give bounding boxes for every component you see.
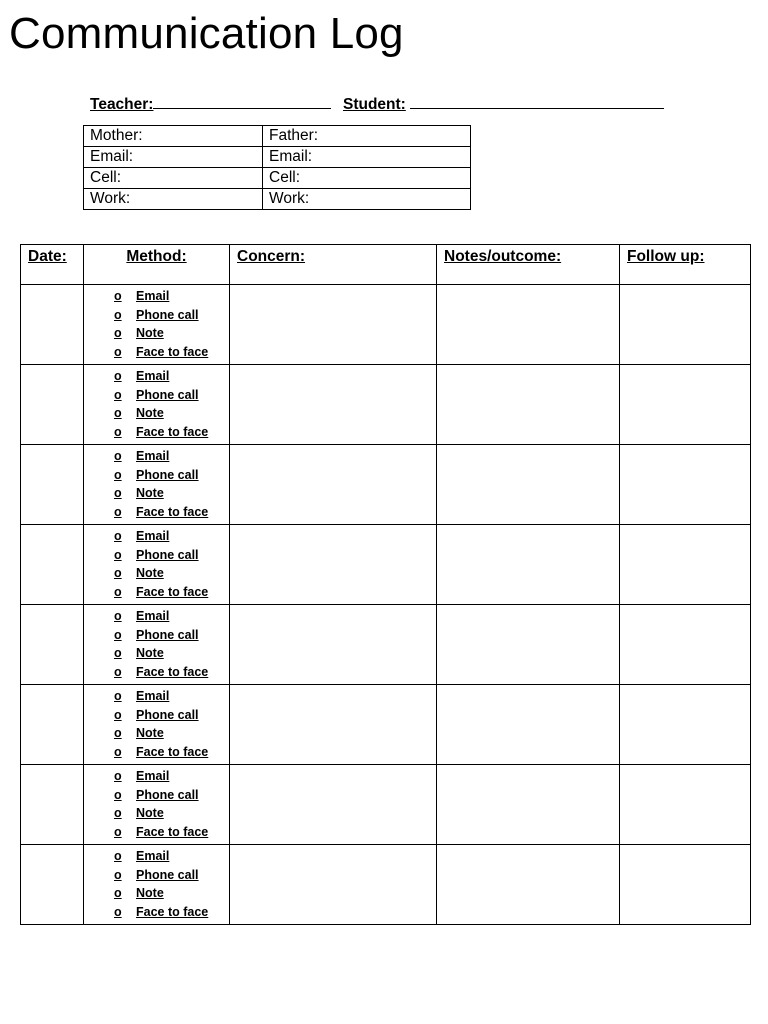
date-cell[interactable] [21,605,84,685]
checkbox-bullet-icon[interactable]: o [114,584,122,599]
method-option[interactable] [114,343,229,362]
method-cell [84,765,230,845]
date-cell[interactable] [21,845,84,925]
column-header-follow-up: Follow up: [620,245,751,285]
method-option[interactable] [114,607,229,626]
checkbox-bullet-icon[interactable]: o [114,449,122,463]
follow-up-cell[interactable] [620,285,751,365]
checkbox-bullet-icon[interactable]: o [114,467,122,482]
method-option-label: Email [136,369,170,383]
checkbox-bullet-icon[interactable]: o [114,547,122,562]
checkbox-bullet-icon[interactable]: o [114,406,122,420]
log-row [21,685,751,765]
method-option-label: Email [136,449,170,463]
method-option-label: Phone call [136,787,199,802]
checkbox-bullet-icon[interactable]: o [114,904,122,919]
parent-contact-table [83,125,471,210]
method-option-label: Note [136,646,164,660]
method-option-label: Email [136,609,170,623]
concern-cell[interactable] [230,525,437,605]
checkbox-bullet-icon[interactable]: o [114,424,122,439]
teacher-student-line [90,93,406,113]
checkbox-bullet-icon[interactable]: o [114,689,122,703]
date-cell[interactable] [21,285,84,365]
concern-cell[interactable] [230,445,437,525]
checkbox-bullet-icon[interactable]: o [114,849,122,863]
method-option-label: Face to face [136,904,209,919]
method-option[interactable] [114,287,229,306]
column-header-method: Method: [84,245,230,285]
method-option[interactable] [114,644,229,663]
notes-outcome-cell[interactable] [437,285,620,365]
checkbox-bullet-icon[interactable]: o [114,566,122,580]
page-title: Communication Log [9,9,404,58]
father-contact-field[interactable]: Father: [263,126,471,147]
method-options-list [84,605,229,681]
method-option[interactable] [114,484,229,503]
mother-contact-field[interactable]: Work: [84,189,263,210]
checkbox-bullet-icon[interactable]: o [114,806,122,820]
checkbox-bullet-icon[interactable]: o [114,344,122,359]
log-row [21,525,751,605]
notes-outcome-cell[interactable] [437,365,620,445]
method-options-list [84,765,229,841]
method-option[interactable] [114,583,229,602]
follow-up-cell[interactable] [620,365,751,445]
method-option[interactable] [114,767,229,786]
method-option[interactable] [114,663,229,682]
method-option-label: Email [136,689,170,703]
method-option-label: Note [136,806,164,820]
method-cell [84,445,230,525]
teacher-label: Teacher: [90,96,154,113]
method-option-label: Note [136,486,164,500]
checkbox-bullet-icon[interactable]: o [114,646,122,660]
method-option[interactable] [114,324,229,343]
method-option[interactable] [114,823,229,842]
method-option[interactable] [114,546,229,565]
checkbox-bullet-icon[interactable]: o [114,787,122,802]
method-option[interactable] [114,626,229,645]
column-header-concern: Concern: [230,245,437,285]
method-option[interactable] [114,847,229,866]
method-option[interactable] [114,786,229,805]
log-row [21,365,751,445]
notes-outcome-cell[interactable] [437,445,620,525]
method-option[interactable] [114,564,229,583]
method-options-list [84,445,229,521]
follow-up-cell[interactable] [620,765,751,845]
method-option[interactable] [114,866,229,885]
checkbox-bullet-icon[interactable]: o [114,726,122,740]
mother-contact-field[interactable]: Cell: [84,168,263,189]
parent-contact-row [84,189,471,210]
follow-up-cell[interactable] [620,685,751,765]
method-cell [84,845,230,925]
method-option[interactable] [114,743,229,762]
method-options-list [84,285,229,361]
method-options-list [84,845,229,921]
method-option-label: Phone call [136,467,199,482]
method-option[interactable] [114,367,229,386]
teacher-blank-field[interactable] [153,93,331,109]
method-option-label: Face to face [136,664,209,679]
notes-outcome-cell[interactable] [437,685,620,765]
date-cell[interactable] [21,685,84,765]
method-option-label: Phone call [136,387,199,402]
follow-up-cell[interactable] [620,605,751,685]
method-cell [84,285,230,365]
method-option-label: Phone call [136,627,199,642]
column-header-date: Date: [21,245,84,285]
father-contact-field[interactable]: Email: [263,147,471,168]
method-option-label: Note [136,326,164,340]
method-option-label: Face to face [136,344,209,359]
method-option-label: Note [136,726,164,740]
method-option[interactable] [114,386,229,405]
concern-cell[interactable] [230,365,437,445]
method-option-label: Note [136,886,164,900]
parent-contact-row [84,126,471,147]
checkbox-bullet-icon[interactable]: o [114,387,122,402]
checkbox-bullet-icon[interactable]: o [114,744,122,759]
column-header-notes-outcome: Notes/outcome: [437,245,620,285]
method-option-label: Email [136,529,170,543]
method-option[interactable] [114,884,229,903]
mother-contact-field[interactable]: Mother: [84,126,263,147]
method-option[interactable] [114,706,229,725]
method-option[interactable] [114,466,229,485]
notes-outcome-cell[interactable] [437,845,620,925]
log-row [21,605,751,685]
method-cell [84,685,230,765]
method-option-label: Email [136,849,170,863]
date-cell[interactable] [21,765,84,845]
method-option-label: Note [136,566,164,580]
method-option-label: Phone call [136,547,199,562]
log-row [21,445,751,525]
father-contact-field[interactable]: Cell: [263,168,471,189]
checkbox-bullet-icon[interactable]: o [114,824,122,839]
checkbox-bullet-icon[interactable]: o [114,326,122,340]
checkbox-bullet-icon[interactable]: o [114,886,122,900]
concern-cell[interactable] [230,285,437,365]
log-header-row [21,245,751,285]
follow-up-cell[interactable] [620,445,751,525]
checkbox-bullet-icon[interactable]: o [114,289,122,303]
parent-contact-row [84,168,471,189]
method-option[interactable] [114,527,229,546]
method-option[interactable] [114,804,229,823]
method-option-label: Phone call [136,307,199,322]
log-row [21,845,751,925]
student-blank-field[interactable] [410,93,664,109]
checkbox-bullet-icon[interactable]: o [114,504,122,519]
method-option-label: Face to face [136,504,209,519]
checkbox-bullet-icon[interactable]: o [114,486,122,500]
concern-cell[interactable] [230,765,437,845]
method-option-label: Face to face [136,424,209,439]
method-option[interactable] [114,423,229,442]
log-row [21,285,751,365]
checkbox-bullet-icon[interactable]: o [114,529,122,543]
method-option[interactable] [114,404,229,423]
method-option[interactable] [114,724,229,743]
concern-cell[interactable] [230,605,437,685]
method-cell [84,365,230,445]
date-cell[interactable] [21,525,84,605]
method-cell [84,605,230,685]
parent-contact-row [84,147,471,168]
method-option-label: Email [136,289,170,303]
follow-up-cell[interactable] [620,845,751,925]
checkbox-bullet-icon[interactable]: o [114,867,122,882]
method-option[interactable] [114,903,229,922]
method-option-label: Face to face [136,744,209,759]
communication-log-table [20,244,751,925]
father-contact-field[interactable]: Work: [263,189,471,210]
method-cell [84,525,230,605]
method-option[interactable] [114,503,229,522]
student-label: Student: [343,96,406,113]
method-option-label: Note [136,406,164,420]
method-option-label: Face to face [136,584,209,599]
checkbox-bullet-icon[interactable]: o [114,369,122,383]
method-option-label: Face to face [136,824,209,839]
checkbox-bullet-icon[interactable]: o [114,769,122,783]
concern-cell[interactable] [230,685,437,765]
date-cell[interactable] [21,445,84,525]
notes-outcome-cell[interactable] [437,525,620,605]
method-option-label: Phone call [136,707,199,722]
checkbox-bullet-icon[interactable]: o [114,627,122,642]
log-row [21,765,751,845]
checkbox-bullet-icon[interactable]: o [114,307,122,322]
method-options-list [84,685,229,761]
checkbox-bullet-icon[interactable]: o [114,664,122,679]
notes-outcome-cell[interactable] [437,605,620,685]
method-option-label: Phone call [136,867,199,882]
method-options-list [84,365,229,441]
method-option[interactable] [114,687,229,706]
concern-cell[interactable] [230,845,437,925]
method-option-label: Email [136,769,170,783]
method-option[interactable] [114,306,229,325]
checkbox-bullet-icon[interactable]: o [114,707,122,722]
method-option[interactable] [114,447,229,466]
mother-contact-field[interactable]: Email: [84,147,263,168]
checkbox-bullet-icon[interactable]: o [114,609,122,623]
method-options-list [84,525,229,601]
notes-outcome-cell[interactable] [437,765,620,845]
date-cell[interactable] [21,365,84,445]
follow-up-cell[interactable] [620,525,751,605]
